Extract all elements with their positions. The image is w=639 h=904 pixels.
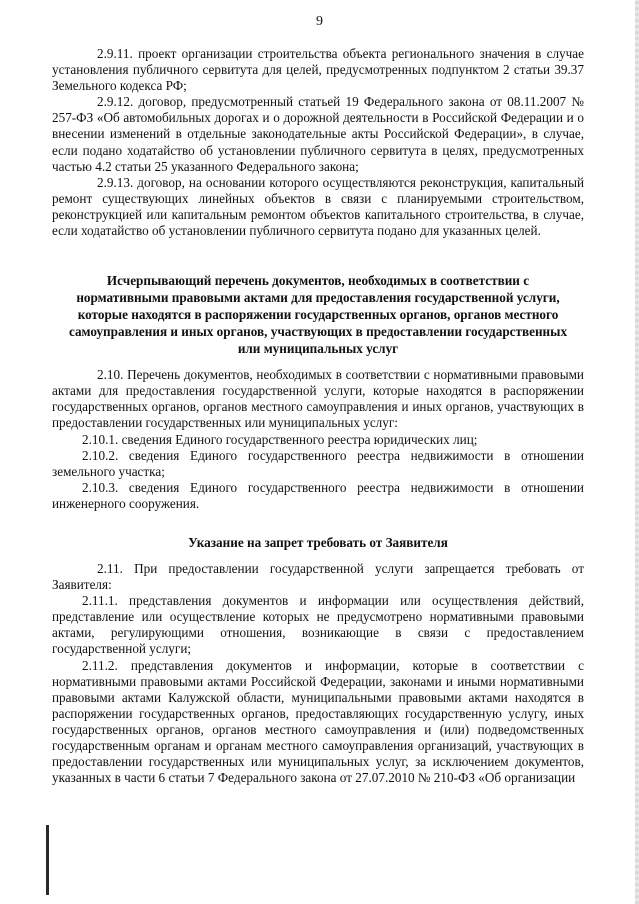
item-2-9-12: 2.9.12. договор, предусмотренный статьей 19 Федерального закона от 08.11.2007 № 257-ФЗ «Об автомобильных дорогах и о дорожной деятельности в Российской Федерации и о внесении изменений в отдельные законодательные акты Российской Федерации», в случае, если подано ходатайство об установлении публичного сервитута в целях, предусмотренных частью 4.2 статьи 25 указанного Федерального закона; [52, 94, 584, 174]
item-2-10-2: 2.10.2. сведения Единого государственного реестра недвижимости в отношении земельного участка; [52, 447, 584, 479]
section-heading-prohibition: Указание на запрет требовать от Заявителя [188, 534, 448, 550]
spacer [52, 357, 584, 367]
item-2-10: 2.10. Перечень документов, необходимых в соответствии с нормативными правовыми актами для предоставления государственной услуги, которые находятся в распоряжении государственных органов, органов местного самоуправления и иных органов, участвующих в предоставлении государственных или муниципальных услуг: [52, 367, 584, 431]
item-2-9-13: 2.9.13. договор, на основании которого осуществляются реконструкция, капитальный ремонт существующих линейных объектов в связи с планируемыми строительством, реконструкцией или капитальным ремонтом объектов капитального строительства, в случае, если ходатайство об установлении публичного сервитута подано для указанных целей. [52, 174, 584, 239]
item-2-11-1: 2.11.1. представления документов и информации или осуществления действий, представление или осуществление которых не предусмотрено нормативными правовыми актами, регулирующими отношения, возникающие в связи с предоставлением государственной услуги; [52, 593, 584, 657]
item-2-10-3: 2.10.3. сведения Единого государственного реестра недвижимости в отношении инженерного сооружения. [52, 479, 584, 511]
section-heading-documents-list: Исчерпывающий перечень документов, необходимых в соответствии с нормативными правовыми актами для предоставления государственной услуги, которые находятся в распоряжении государственных органов, органов местного самоуправления и иных органов, участвующих в предоставлении государственных или муниципальных услуг [68, 273, 568, 357]
item-2-10-1: 2.10.1. сведения Единого государственного реестра юридических лиц; [82, 431, 478, 447]
item-2-11-2: 2.11.2. представления документов и информации, которые в соответствии с нормативными правовыми актами Российской Федерации, законами и иными нормативными правовыми актами Калужской области, муниципальными правовыми актами находятся в распоряжении государственных органов, предоставляющих государственную услугу, иных государственных органов, органов местного самоуправления и (или) подведомственных государственным органам и органам местного самоуправления организаций, участвующих в предоставлении государственных или муниципальных услуг, за исключением документов, указанных в части 6 статьи 7 Федерального закона от 27.07.2010 № 210-ФЗ «Об организации [52, 657, 584, 786]
spacer [52, 551, 584, 561]
page-number: 9 [316, 14, 323, 29]
item-2-9-11: 2.9.11. проект организации строительства объекта регионального значения в случае установления публичного сервитута для целей, предусмотренных подпунктом 2 статьи 39.37 Земельного кодекса РФ; [52, 46, 584, 94]
item-2-11: 2.11. При предоставлении государственной услуги запрещается требовать от Заявителя: [52, 560, 584, 593]
spacer [52, 512, 584, 534]
scan-edge-shadow [635, 0, 639, 904]
spacer [52, 239, 584, 272]
page-content [52, 46, 584, 786]
scan-margin-mark [46, 825, 49, 895]
